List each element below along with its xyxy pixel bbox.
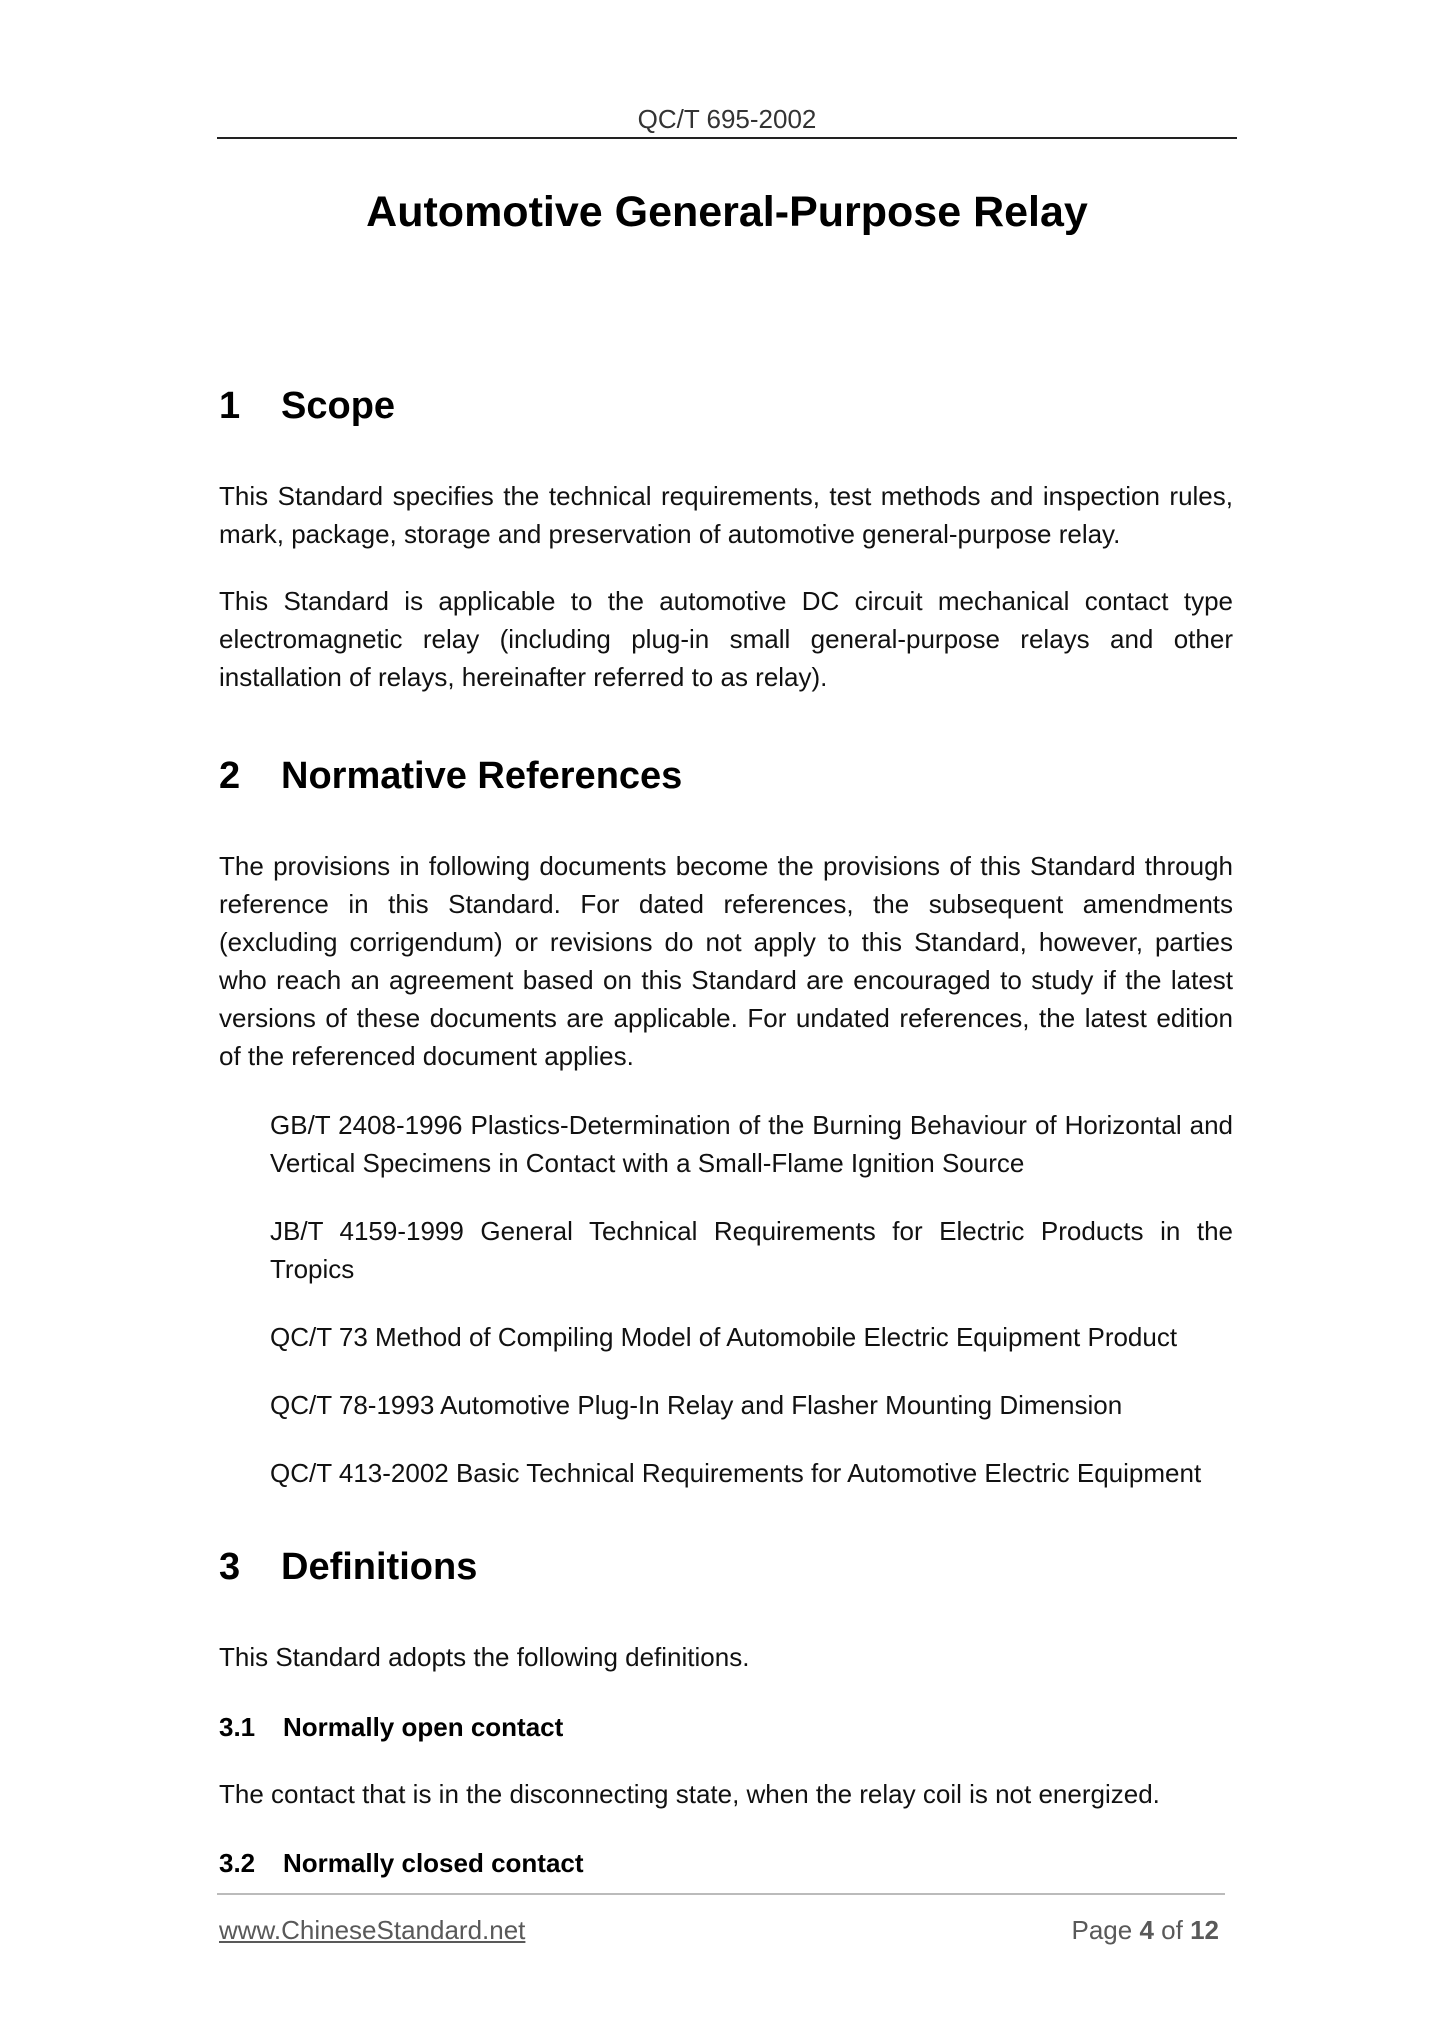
page-of-label: of bbox=[1161, 1915, 1183, 1945]
header-standard-code: QC/T 695-2002 bbox=[637, 104, 817, 134]
section-number: 1 bbox=[219, 385, 241, 427]
subsection-heading-normally-closed-contact bbox=[219, 1848, 584, 1879]
subsection-number: 3.2 bbox=[219, 1848, 256, 1878]
page-total: 12 bbox=[1190, 1915, 1219, 1945]
reference-item: QC/T 78-1993 Automotive Plug-In Relay and Flasher Mounting Dimension bbox=[270, 1390, 1123, 1420]
section-heading-scope bbox=[219, 385, 395, 428]
section-title: Normative References bbox=[281, 755, 683, 797]
page-number: 4 bbox=[1139, 1915, 1154, 1945]
scope-paragraph-2: This Standard is applicable to the automotive DC circuit mechanical contact type electromagnetic relay (including plug-in small general-purpose relays and other installation of relays, hereinafter referred to as relay). bbox=[219, 586, 1233, 692]
section-number: 3 bbox=[219, 1546, 241, 1588]
section-title: Definitions bbox=[281, 1546, 478, 1588]
page-indicator bbox=[1071, 1915, 1219, 1946]
section-heading-normative-references bbox=[219, 755, 682, 798]
section-heading-definitions bbox=[219, 1546, 477, 1589]
reference-item: QC/T 73 Method of Compiling Model of Automobile Electric Equipment Product bbox=[270, 1322, 1178, 1352]
section-title: Scope bbox=[281, 385, 396, 427]
footer-divider bbox=[217, 1893, 1225, 1895]
reference-list bbox=[270, 1106, 1233, 1522]
subsection-title: Normally closed contact bbox=[283, 1848, 584, 1878]
subsection-heading-normally-open-contact bbox=[219, 1712, 563, 1743]
page-label: Page bbox=[1071, 1915, 1133, 1945]
reference-item: GB/T 2408-1996 Plastics-Determination of the Burning Behaviour of Horizontal and Vertical Specimens in Contact with a Small-Flame Ignition Source bbox=[270, 1110, 1233, 1178]
website-link[interactable]: www.ChineseStandard.net bbox=[219, 1915, 526, 1945]
reference-item: JB/T 4159-1999 General Technical Requirements for Electric Products in the Tropics bbox=[270, 1216, 1233, 1284]
document-title: Automotive General-Purpose Relay bbox=[366, 188, 1088, 236]
subsection-title: Normally open contact bbox=[283, 1712, 564, 1742]
normally-open-contact-definition: The contact that is in the disconnecting state, when the relay coil is not energized. bbox=[219, 1779, 1160, 1809]
scope-paragraph-1: This Standard specifies the technical requirements, test methods and inspection rules, mark, package, storage and preservation of automotive general-purpose relay. bbox=[219, 481, 1233, 549]
subsection-number: 3.1 bbox=[219, 1712, 256, 1742]
section-number: 2 bbox=[219, 755, 241, 797]
normative-references-intro: The provisions in following documents become the provisions of this Standard through reference in this Standard. For dated references, the subsequent amendments (excluding corrigendum) or revisions do not apply to this Standard, however, parties who reach an agreement based on this Standard are encouraged to study if the latest versions of these documents are applicable. For undated references, the latest edition of the referenced document applies. bbox=[219, 851, 1233, 1071]
reference-item: QC/T 413-2002 Basic Technical Requirements for Automotive Electric Equipment bbox=[270, 1458, 1202, 1488]
definitions-intro: This Standard adopts the following definitions. bbox=[219, 1642, 750, 1672]
header-divider bbox=[217, 137, 1237, 139]
